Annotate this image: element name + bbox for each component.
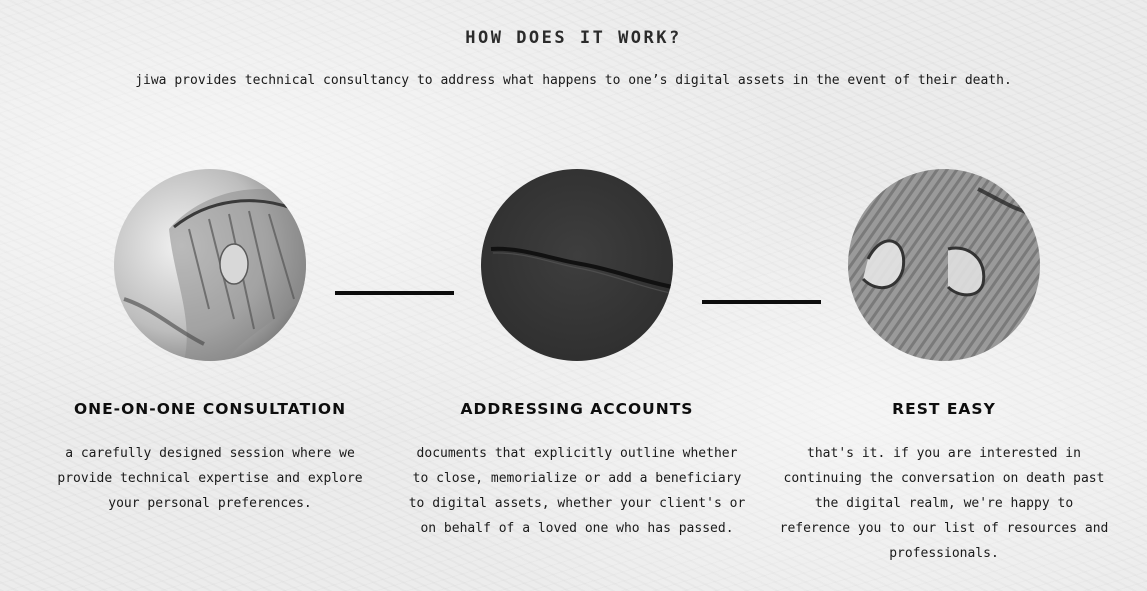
step-3-description: that's it. if you are interested in continuing the conversation on death past the digital realm, we're happy to reference you to our list of resources and professionals. bbox=[779, 446, 1109, 561]
step-1-title: ONE-ON-ONE CONSULTATION bbox=[73, 400, 347, 418]
step-1-description: a carefully designed session where we provide technical expertise and explore your personal preferences. bbox=[57, 446, 363, 511]
step-2-description: documents that explicitly outline whether to close, memorialize or add a beneficiary to digital assets, whether your client's or on behalf of a loved one who has passed. bbox=[408, 446, 746, 536]
step-3-image bbox=[848, 169, 1040, 361]
step-2-image bbox=[481, 169, 673, 361]
section-intro: jiwa provides technical consultancy to address what happens to one’s digital assets in the event of their death. bbox=[135, 73, 1012, 88]
connector-line-1 bbox=[335, 291, 454, 295]
step-2-title: ADDRESSING ACCOUNTS bbox=[460, 400, 694, 418]
step-3-title: REST EASY bbox=[892, 400, 996, 418]
section-title: HOW DOES IT WORK? bbox=[465, 28, 682, 48]
step-1-image bbox=[114, 169, 306, 361]
connector-line-2 bbox=[702, 300, 821, 304]
